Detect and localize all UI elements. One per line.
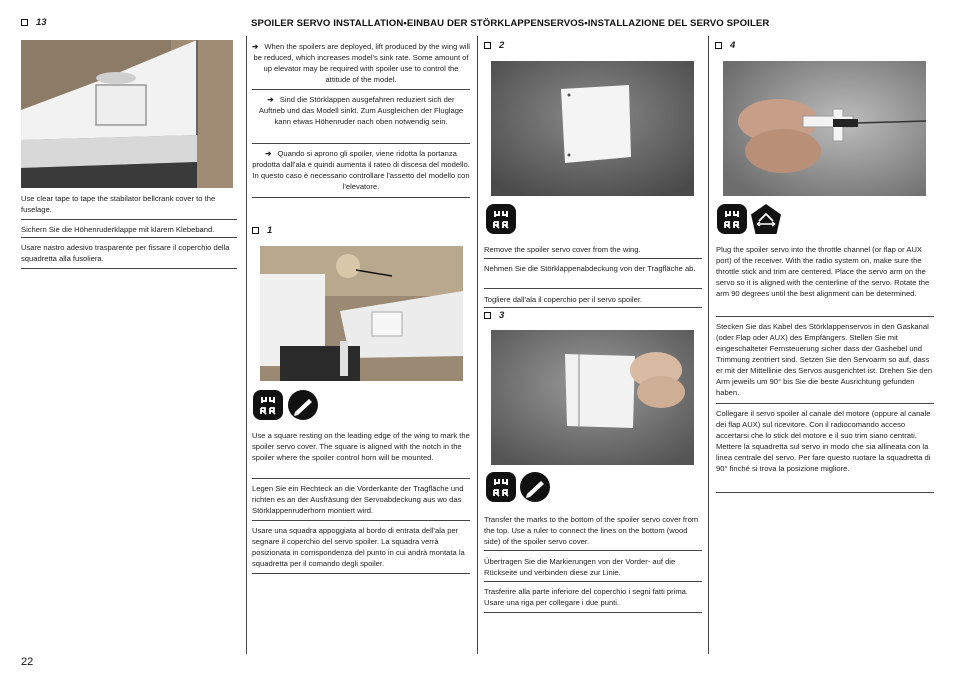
step-pair-icon: [486, 204, 516, 234]
divider: [252, 197, 470, 198]
page-number: 22: [21, 656, 34, 668]
step-pair-icon: [486, 472, 516, 502]
step-3-heading: 3: [484, 310, 504, 321]
column-divider: [477, 36, 478, 654]
arrow-right-icon: ➔: [252, 42, 259, 51]
divider: [252, 143, 470, 144]
note-it: ➔ Quando si aprono gli spoiler, viene ridotta la portanza prodotta dall'ala e quindi aumenta il rateo di discesa del modello. In questo caso è necessario controllare l'assetto del modello con l'elevatore.: [252, 149, 470, 191]
divider: [484, 581, 702, 582]
stabilator-illustration: [21, 40, 233, 188]
checkbox-icon: [252, 227, 259, 234]
step-13-heading: 13: [21, 17, 47, 28]
divider: [484, 288, 702, 289]
step-3-it: Trasferire alla parte inferiore del coperchio i segni fatti prima. Usare una riga per collegare i due punti.: [484, 587, 688, 607]
photo-servo-cover: [491, 61, 694, 196]
column-divider: [708, 36, 709, 654]
arrow-right-icon: ➔: [267, 95, 274, 104]
checkbox-icon: [715, 42, 722, 49]
photo-wing-square: [260, 246, 463, 381]
divider: [484, 258, 702, 259]
checkbox-icon: [484, 42, 491, 49]
step-2-heading: 2: [484, 40, 504, 51]
column-divider: [246, 36, 247, 654]
step-3-de: Übertragen Sie die Markierungen von der Vorder- auf die Rückseite und verbinden diese zur Linie.: [484, 557, 676, 577]
pencil-icon: [288, 390, 318, 420]
divider: [252, 89, 470, 90]
servo-center-icon: [751, 204, 781, 234]
step-1-it: Usare una squadra appoggiata al bordo di entrata dell'ala per segnare il coperchio del servo spoiler. La squadra verrà posizionata in corrispondenza del punto in cui andrà montata la squadretta per il comando degli spoiler.: [252, 526, 465, 568]
divider: [484, 307, 702, 308]
step-3-en: Transfer the marks to the bottom of the spoiler servo cover from the top. Use a ruler to connect the lines on the bottom (wood side) of the spoiler servo cover.: [484, 515, 699, 546]
photo-servo-arm: [723, 61, 926, 196]
divider: [484, 612, 702, 613]
photo-servo-cover-bottom: [491, 330, 694, 465]
arrow-right-icon: ➔: [265, 149, 272, 158]
photo-stabilator: [21, 40, 233, 188]
step-13-de: Sichern Sie die Höhenruderklappe mit klarem Klebeband.: [21, 225, 215, 234]
step-1-de: Legen Sie ein Rechteck an die Vorderkante der Tragfläche und richten es an der Ausfräsung der Servoabdeckung aus wo das Störklappenruderhorn montiert wird.: [252, 484, 464, 515]
note-en: ➔ When the spoilers are deployed, lift produced by the wing will be reduced, which increases model's sink rate. Some amount of up elevator may be required with spoiler use to control the attitude of the model.: [252, 42, 470, 84]
step-13-en: Use clear tape to tape the stabilator bellcrank cover to the fuselage.: [21, 194, 216, 214]
step-1-en: Use a square resting on the leading edge of the wing to mark the spoiler servo cover. The square is aligned with the notch in the spoiler where the spoiler control horn will be mounted.: [252, 431, 470, 462]
divider: [252, 478, 470, 479]
step-4-de: Stecken Sie das Kabel des Störklappenservos in den Gaskanal (oder Flap oder AUX) des Empfängers. Stellen Sie mit eingeschalteter Fernsteuerung sicher dass der Gashebel und Trimmung zentriert sind. Setzen Sie den Servoarm so auf, dass er mit der Mittellinie des Servos ausgerichtet ist. Drehen Sie den Arm jeweils um 90° bis Sie die beste Ausrichtung gefunden haben.: [716, 322, 933, 397]
divider: [21, 237, 237, 238]
divider: [21, 219, 237, 220]
checkbox-icon: [484, 312, 491, 319]
divider: [716, 492, 934, 493]
divider: [252, 573, 470, 574]
divider: [484, 550, 702, 551]
step-4-en: Plug the spoiler servo into the throttle channel (or flap or AUX port) of the receiver. With the radio system on, make sure the throttle stick and trim are centered. Place the servo arm on the servo so it is aligned with the centerline of the servo. Rotate the arm 90 degrees until the best alignment can be determined.: [716, 245, 930, 298]
step-13-it: Usare nastro adesivo trasparente per fissare il coperchio della squadretta alla fusoliera.: [21, 243, 230, 263]
pencil-icon: [520, 472, 550, 502]
step-1-heading: 1: [252, 225, 272, 236]
step-2-de: Nehmen Sie die Störklappenabdeckung von der Tragfläche ab.: [484, 264, 696, 273]
step-4-it: Collegare il servo spoiler al canale del motore (oppure al canale dei flap AUX) sul ricevitore. Con il radiocomando acceso accertarsi che lo stick del motore e il suo trim siano centrati. Mettere la squadretta sul servo in modo che sia allineata con la linea centrale del servo. Per fare questo ruotare la squadretta di 90° finché si trova la posizione migliore.: [716, 409, 931, 473]
divider: [716, 403, 934, 404]
divider: [252, 520, 470, 521]
page-title: SPOILER SERVO INSTALLATION•EINBAU DER STÖRKLAPPENSERVOS•INSTALLAZIONE DEL SERVO SPOILER: [251, 18, 770, 29]
step-pair-icon: [253, 390, 283, 420]
step-4-heading: 4: [715, 40, 735, 51]
step-pair-icon: [717, 204, 747, 234]
divider: [716, 316, 934, 317]
checkbox-icon: [21, 19, 28, 26]
divider: [21, 268, 237, 269]
step-2-it: Togliere dall'ala il coperchio per il servo spoiler.: [484, 295, 643, 304]
wing-square-illustration: [260, 246, 463, 381]
step-2-en: Remove the spoiler servo cover from the wing.: [484, 245, 641, 254]
note-de: ➔ Sind die Störklappen ausgefahren reduziert sich der Auftrieb und das Modell sinkt. Zum Ausgleichen der Fluglage kann etwas Höhenruder nach oben notwendig sein.: [258, 95, 464, 126]
